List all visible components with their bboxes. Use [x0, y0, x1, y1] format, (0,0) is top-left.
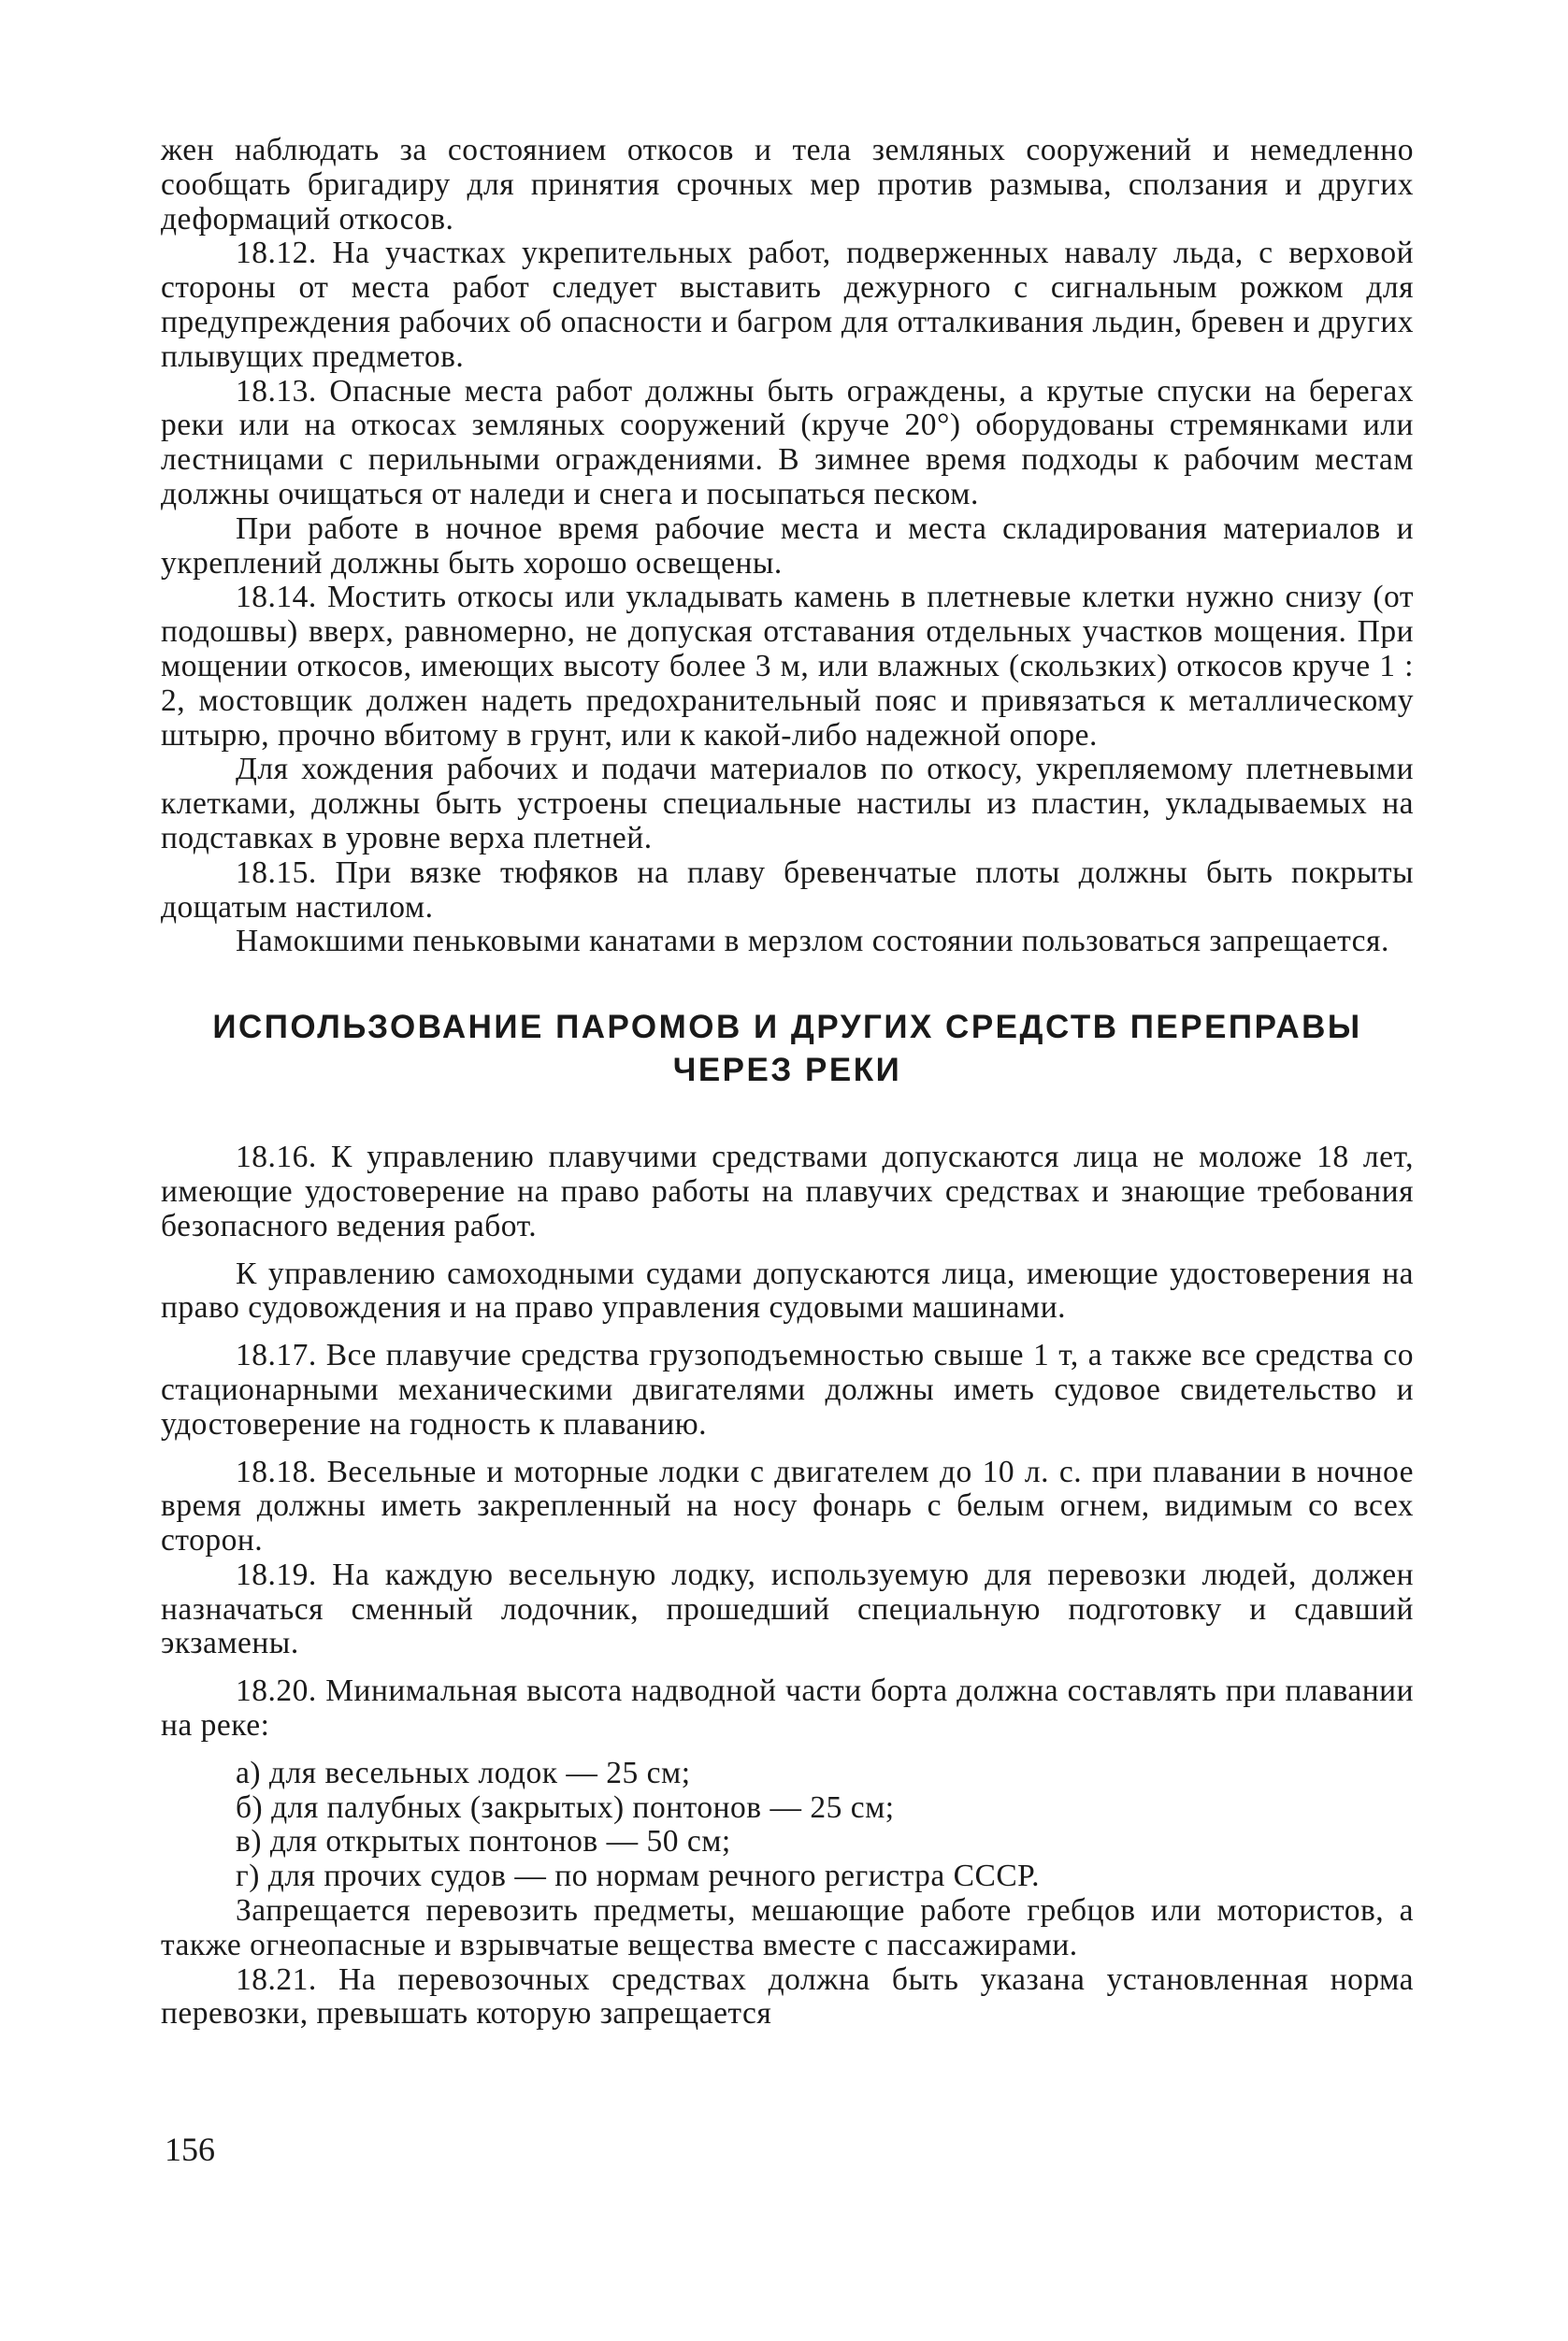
- paragraph-18-17: 18.17. Все плавучие средства грузоподъемностью свыше 1 т, а также все средства со стационарными механическими двигателями должны иметь судовое свидетельство и удостоверение на годность к плаванию.: [161, 1338, 1414, 1442]
- freeboard-list: [161, 1757, 1414, 1894]
- page-number: 156: [165, 2131, 215, 2168]
- section-heading: [161, 1006, 1414, 1092]
- list-item: г) для прочих судов — по нормам речного регистра СССР.: [236, 1859, 1040, 1894]
- paragraph-prohibited-items: Запрещается перевозить предметы, мешающие работе гребцов или мотористов, а также огнеопасные и взрывчатые вещества вместе с пассажирами.: [161, 1893, 1414, 1962]
- paragraph-ropes: Намокшими пеньковыми канатами в мерзлом состоянии пользоваться запрещается.: [236, 924, 1389, 959]
- list-item: а) для весельных лодок — 25 см;: [236, 1755, 691, 1790]
- list-item: б) для палубных (закрытых) понтонов — 25 см;: [236, 1789, 895, 1825]
- paragraph-18-14: 18.14. Мостить откосы или укладывать камень в плетневые клетки нужно снизу (от подошвы) вверх, равномерно, не допуская отставания отдельных участков мощения. При мощении откосов, имеющих высоту более 3 м, или влажных (скользких) откосов круче 1 : 2, мостовщик должен надеть предохранительный пояс и привязаться к металлическому штырю, прочно вбитому в грунт, или к какой-либо надежной опоре.: [161, 580, 1414, 753]
- paragraph-18-13: 18.13. Опасные места работ должны быть ограждены, а крутые спуски на берегах реки или на откосах земляных сооружений (круче 20°) оборудованы стремянками или лестницами с перильными ограждениями. В зимнее время подходы к рабочим местам должны очищаться от наледи и снега и посыпаться песком.: [161, 373, 1414, 511]
- section-heading-line-1: ИСПОЛЬЗОВАНИЕ ПАРОМОВ И ДРУГИХ СРЕДСТВ ПЕРЕПРАВЫ: [212, 1009, 1362, 1046]
- paragraph-18-15: 18.15. При вязке тюфяков на плаву бревенчатые плоты должны быть покрыты дощатым настилом.: [161, 855, 1414, 925]
- document-page: [161, 134, 1414, 2032]
- paragraph-night-lighting: При работе в ночное время рабочие места и места складирования материалов и укреплений должны быть хорошо освещены.: [161, 510, 1414, 581]
- paragraph-18-20: 18.20. Минимальная высота надводной части борта должна составлять при плавании на реке:: [161, 1673, 1414, 1744]
- paragraph-18-21: 18.21. На перевозочных средствах должна быть указана установленная норма перевозки, превышать которую запрещается: [161, 1961, 1414, 2032]
- paragraph-continuation: жен наблюдать за состоянием откосов и тела земляных сооружений и немедленно сообщать бригадиру для принятия срочных мер против размыва, сползания и других деформаций откосов.: [161, 133, 1414, 237]
- paragraph-18-18: 18.18. Весельные и моторные лодки с двигателем до 10 л. с. при плавании в ночное время должны иметь закрепленный на носу фонарь с белым огнем, видимым со всех сторон.: [161, 1454, 1414, 1558]
- list-item: в) для открытых понтонов — 50 см;: [236, 1824, 731, 1860]
- section-heading-line-2: ЧЕРЕЗ РЕКИ: [672, 1052, 902, 1089]
- paragraph-self-propelled: К управлению самоходными судами допускаются лица, имеющие удостоверения на право судовождения и на право управления судовыми машинами.: [161, 1256, 1414, 1326]
- paragraph-walkways: Для хождения рабочих и подачи материалов по откосу, укрепляемому плетневыми клетками, должны быть устроены специальные настилы из пластин, укладываемых на подставках в уровне верха плетней.: [161, 752, 1414, 855]
- paragraph-18-19: 18.19. На каждую весельную лодку, используемую для перевозки людей, должен назначаться сменный лодочник, прошедший специальную подготовку и сдавший экзамены.: [161, 1557, 1414, 1661]
- paragraph-18-12: 18.12. На участках укрепительных работ, подверженных навалу льда, с верховой стороны от места работ следует выставить дежурного с сигнальным рожком для предупреждения рабочих об опасности и багром для отталкивания льдин, бревен и других плывущих предметов.: [161, 236, 1414, 374]
- paragraph-18-16: 18.16. К управлению плавучими средствами допускаются лица не моложе 18 лет, имеющие удостоверение на право работы на плавучих средствах и знающие требования безопасного ведения работ.: [161, 1140, 1414, 1243]
